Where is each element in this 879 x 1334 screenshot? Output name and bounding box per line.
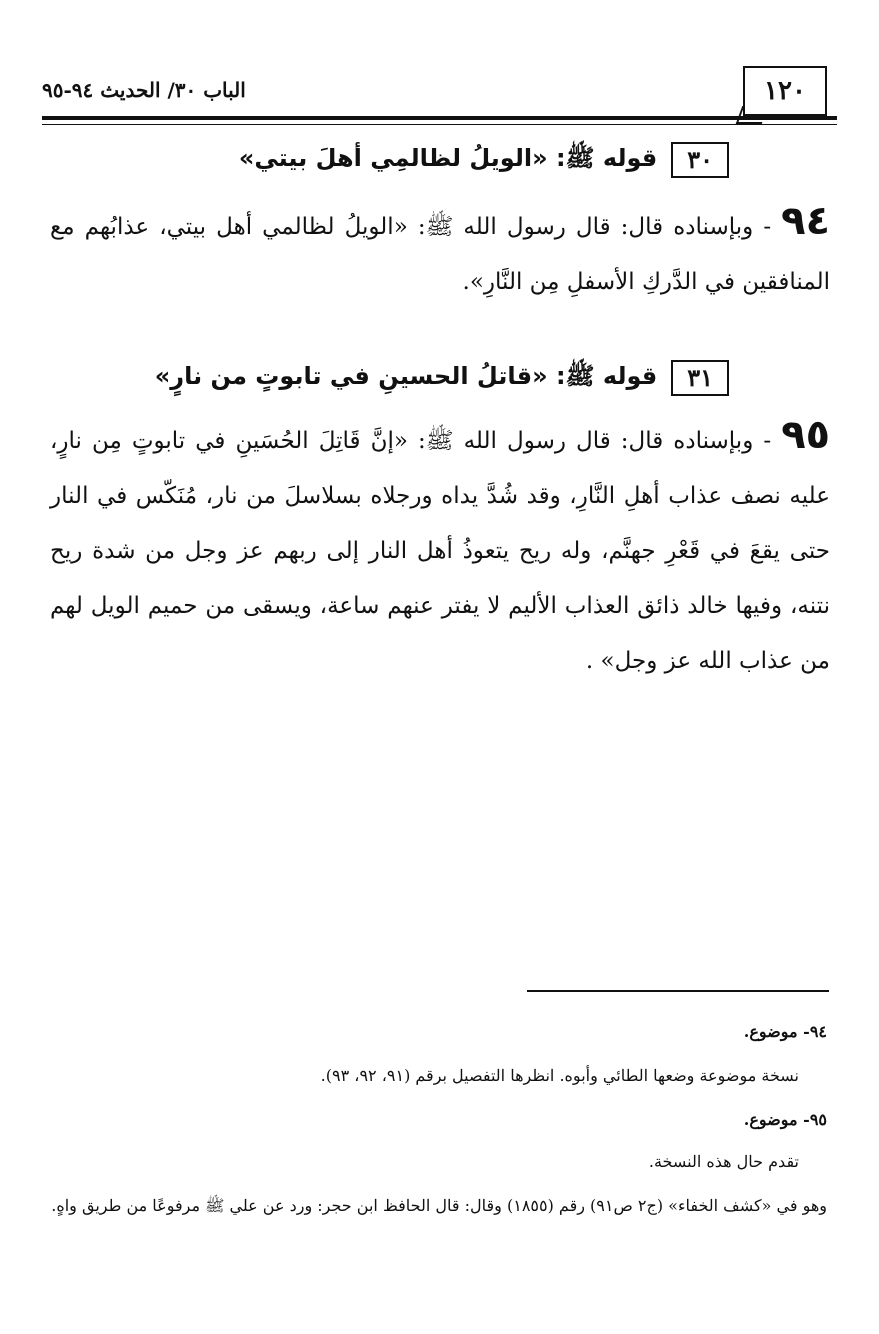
page-number: ١٢٠	[743, 66, 827, 116]
hadith-94	[50, 200, 830, 310]
chapter-heading-30	[239, 138, 729, 182]
hadith-number: ٩٥	[781, 412, 831, 458]
footnote-separator	[527, 990, 829, 992]
running-title: الباب ٣٠/ الحديث ٩٤-٩٥	[42, 78, 246, 102]
hadith-number: ٩٤	[781, 198, 830, 244]
footnote-94-text: نسخة موضوعة وضعها الطائي وأبوه. انظرها التفصيل برقم (٩١، ٩٢، ٩٣).	[320, 1066, 799, 1085]
hadith-95	[50, 414, 830, 689]
footnote-95-label: ٩٥- موضوع.	[743, 1110, 827, 1129]
header-rule-thin	[42, 124, 837, 125]
footnote-94-label: ٩٤- موضوع.	[743, 1022, 827, 1041]
page-header	[42, 60, 837, 122]
hadith-text: - وبإسناده قال: قال رسول الله ﷺ: «إنَّ قَاتِلَ الحُسَينِ في تابوتٍ مِن نارٍ، عليه نصف عذاب أهلِ النَّارِ، وقد شُدَّ يداه ورجلاه بسلاسلَ من نار، مُنَكّس في النار حتى يقعَ في قَعْرِ جهنَّم، وله ريح يتعوذُ أهل النار إلى ربهم عز وجل من شدة ريح نتنه، وفيها خالد ذائق العذاب الأليم لا يفتر عنهم ساعة، ويسقى من حميم الويل لهم من عذاب الله عز وجل» .	[50, 428, 830, 674]
chapter-title: قوله ﷺ: «الويلُ لظالمِي أهلَ بيتي»	[238, 143, 658, 172]
chapter-number: ٣١	[671, 360, 729, 396]
footnote-95-line1: تقدم حال هذه النسخة.	[648, 1152, 799, 1171]
hadith-text: - وبإسناده قال: قال رسول الله ﷺ: «الويلُ لظالمي أهل بيتي، عذابُهم مع المنافقين في الدَّركِ الأسفلِ مِن النَّارِ».	[50, 214, 830, 295]
chapter-number: ٣٠	[671, 142, 729, 178]
header-rule	[42, 116, 837, 120]
chapter-heading-31	[155, 356, 729, 400]
chapter-title: قوله ﷺ: «قاتلُ الحسينِ في تابوتٍ من نارٍ»	[154, 361, 658, 390]
footnote-95-line2: وهو في «كشف الخفاء» (ج٢ ص٩١) رقم (١٨٥٥) وقال: قال الحافظ ابن حجر: ورد عن علي ﷺ مرفوعًا من طريق واهٍ.	[51, 1196, 827, 1215]
